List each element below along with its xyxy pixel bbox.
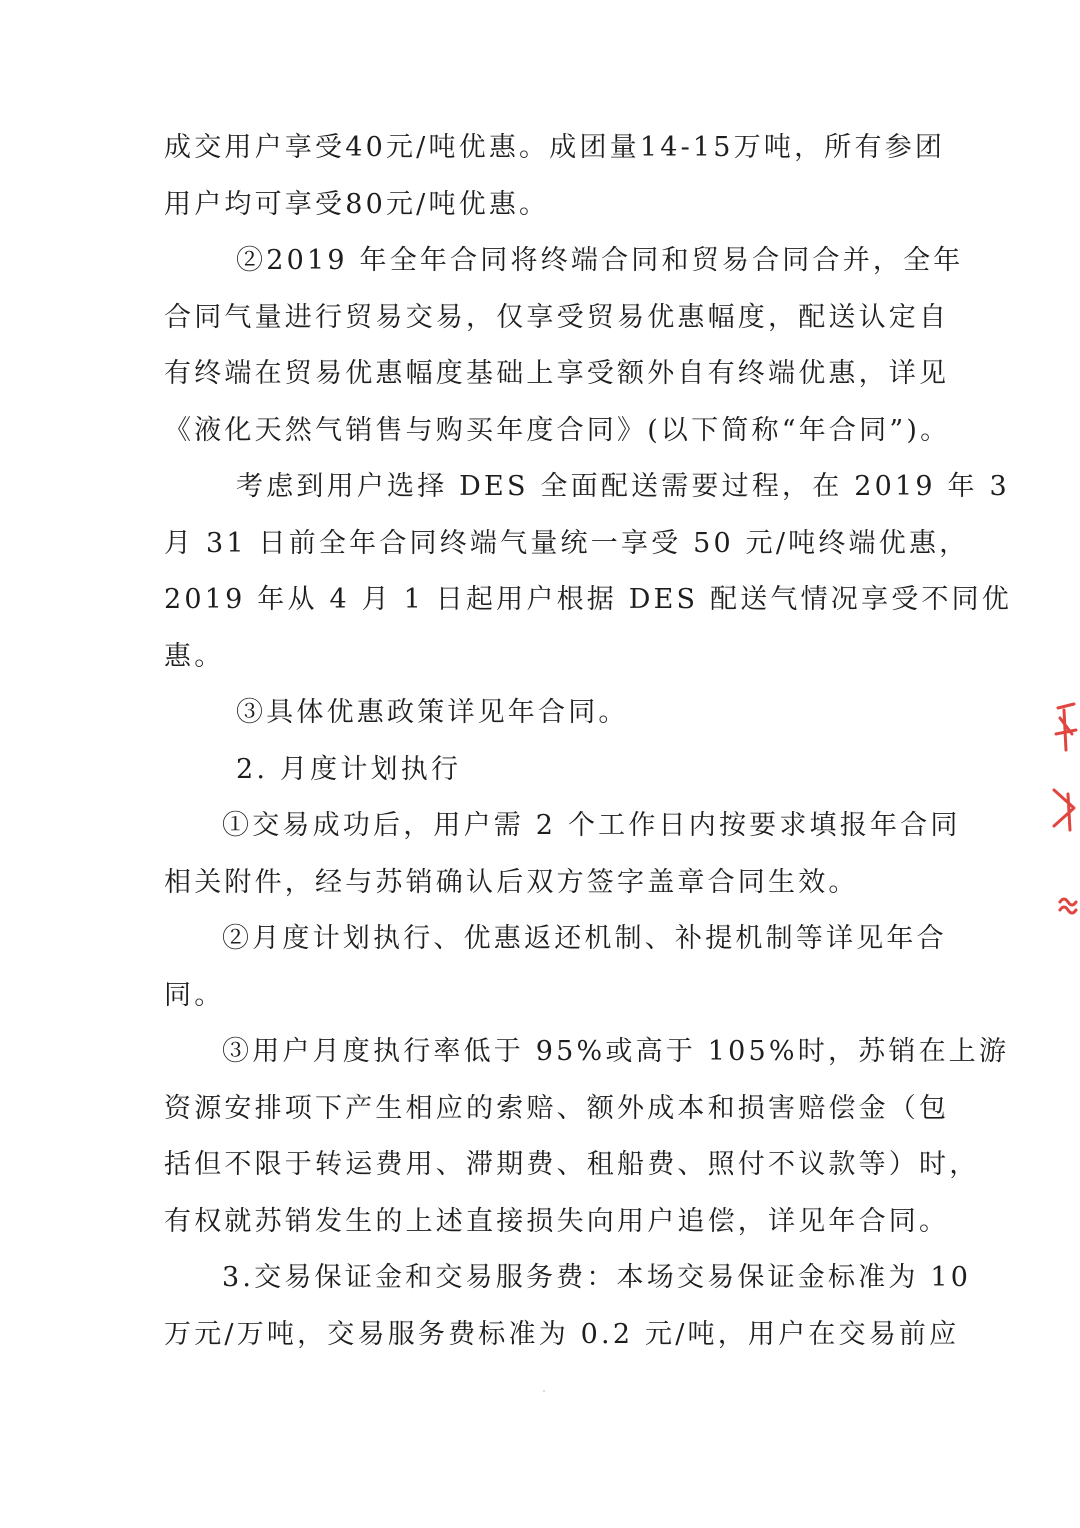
text-line: 有终端在贸易优惠幅度基础上享受额外自有终端优惠，详见	[164, 358, 950, 389]
text-line: ③具体优惠政策详见年合同。	[236, 697, 629, 728]
text-line: 3.交易保证金和交易服务费：本场交易保证金标准为 10	[222, 1262, 972, 1293]
text-line: 2019 年从 4 月 1 日起用户根据 DES 配送气情况享受不同优	[164, 584, 1012, 615]
text-line: 括但不限于转运费用、滞期费、租船费、照付不议款等）时，	[164, 1149, 980, 1180]
text-line: 月 31 日前全年合同终端气量统一享受 50 元/吨终端优惠，	[164, 528, 970, 559]
text-line: 成交用户享受40元/吨优惠。成团量14-15万吨，所有参团	[164, 132, 946, 163]
text-line: 惠。	[164, 641, 225, 672]
text-line: 相关附件，经与苏销确认后双方签字盖章合同生效。	[164, 867, 859, 898]
text-line: ②2019 年全年合同将终端合同和贸易合同合并，全年	[236, 245, 964, 276]
text-line: 用户均可享受80元/吨优惠。	[164, 189, 550, 220]
red-seal-stamp-icon	[1040, 690, 1080, 940]
text-line: 合同气量进行贸易交易，仅享受贸易优惠幅度，配送认定自	[164, 302, 950, 333]
text-line: 《液化天然气销售与购买年度合同》(以下简称“年合同”)。	[164, 415, 951, 446]
text-line: ①交易成功后，用户需 2 个工作日内按要求填报年合同	[222, 810, 961, 841]
text-line: ②月度计划执行、优惠返还机制、补提机制等详见年合	[222, 923, 947, 954]
text-line: 万元/万吨，交易服务费标准为 0.2 元/吨，用户在交易前应	[164, 1319, 960, 1350]
text-line: 资源安排项下产生相应的索赔、额外成本和损害赔偿金（包	[164, 1093, 950, 1124]
text-line: 同。	[164, 980, 225, 1011]
text-line: 考虑到用户选择 DES 全面配送需要过程，在 2019 年 3	[236, 471, 1010, 502]
text-line: ③用户月度执行率低于 95%或高于 105%时，苏销在上游	[222, 1036, 1010, 1067]
scan-speck	[543, 1390, 545, 1392]
text-line: 有权就苏销发生的上述直接损失向用户追偿，详见年合同。	[164, 1206, 950, 1237]
section-heading: 2. 月度计划执行	[236, 754, 462, 785]
